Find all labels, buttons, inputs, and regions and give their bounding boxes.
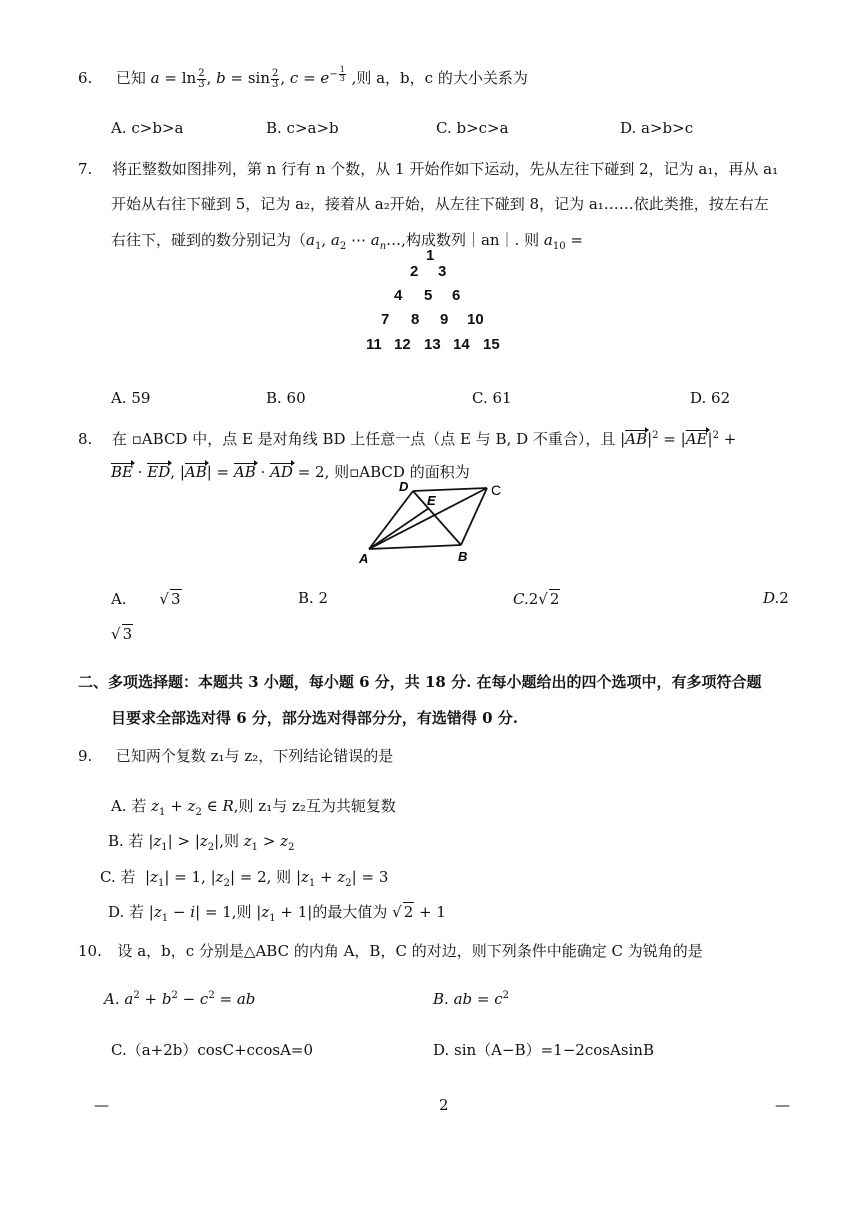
triangle-number: 15 [483, 336, 500, 353]
q8-stem-line-2: BE · ED, |AB| = AB · AD = 2, 则▫ABCD 的面积为 [111, 463, 470, 481]
q8-number: 8. [78, 430, 93, 448]
triangle-number: 13 [424, 336, 441, 353]
section-2-heading-line-2: 目要求全部选对得 6 分，部分选对得部分分，有选错得 0 分. [111, 709, 518, 727]
triangle-number: 12 [394, 336, 411, 353]
q8-option-a: A. √ 3 [111, 590, 181, 608]
q6-option-a: A. c>b>a [111, 119, 184, 137]
triangle-number: 3 [438, 263, 447, 280]
q6-option-d: D. a>b>c [620, 119, 694, 137]
q7-option-b: B. 60 [266, 389, 306, 407]
q7-stem-line-3: 右往下，碰到的数分别记为（$a_1$, $a_2$ ⋯ $a_n\dots$,构成数列｜an｜. 则 $a_{10}$ = [111, 231, 583, 252]
q7-option-c: C. 61 [472, 389, 512, 407]
triangle-number: 6 [452, 287, 461, 304]
q8-parallelogram-figure [355, 475, 515, 570]
triangle-number: 5 [424, 287, 433, 304]
triangle-number: 1 [426, 247, 435, 264]
label-b: B [458, 549, 468, 564]
q6-option-b: B. c>a>b [266, 119, 339, 137]
page-number: 2 [439, 1096, 449, 1114]
q10-option-a: A. $a^2 + b^2 - c^2$ = ab [104, 990, 256, 1008]
footer-right-dash: — [775, 1096, 790, 1114]
q8-option-d-continued: √ 3 [111, 625, 133, 643]
triangle-number: 4 [394, 287, 403, 304]
triangle-number: 11 [366, 336, 382, 353]
q10-option-b: B. ab = $c^2$ [433, 990, 510, 1008]
label-c: C [491, 482, 502, 498]
q9-number: 9. [78, 747, 93, 765]
q6-prefix: 已知 [115, 69, 146, 87]
q10-option-c: C.（a+2b）cosC+ccosA=0 [111, 1041, 314, 1059]
q6-option-c: C. b>c>a [436, 119, 509, 137]
q10-stem: 10. 设 a，b，c 分别是△ABC 的内角 A，B，C 的对边，则下列条件中能确定 C 为锐角的是 [78, 942, 703, 960]
q9-option-b: B. 若 $|z_1| > |z_2|$,则 $z_1 > z_2$ [108, 832, 295, 853]
q9-option-c: C. 若 $|z_1| = 1$, $|z_2| = 2$, 则 $|z_1 + z_2| = 3$ [100, 868, 389, 889]
q9-stem: 9. 已知两个复数 z₁与 z₂，下列结论错误的是 [78, 747, 394, 765]
q7-option-d: D. 62 [690, 389, 731, 407]
q6-number: 6. [78, 69, 93, 87]
q8-option-d: D.2 [763, 589, 789, 607]
edge-ab [369, 545, 461, 549]
q7-option-a: A. 59 [111, 389, 151, 407]
triangle-number: 14 [453, 336, 470, 353]
edge-ad [369, 491, 413, 549]
q9-option-d: D. 若 $|z_1 - i| = 1$,则 $|z_1 + 1|$的最大值为 √ 2 + 1 [108, 903, 446, 924]
q8-option-b: B. 2 [298, 589, 329, 607]
edge-dc [413, 488, 487, 491]
q6-stem [78, 66, 528, 90]
section-2-heading-line-1: 二、多项选择题：本题共 3 小题，每小题 6 分，共 18 分. 在每小题给出的四个选项中，有多项符合题 [78, 673, 762, 691]
q7-number: 7. [78, 160, 93, 178]
q7-stem-line-2: 开始从右往下碰到 5，记为 a₂，接着从 a₂开始，从左往下碰到 8，记为 a₁……依此类推，按左右左 [111, 195, 769, 213]
label-a: A [359, 551, 369, 566]
q8-stem-line-1: 8. 在 ▫ABCD 中，点 E 是对角线 BD 上任意一点（点 E 与 B, D 不重合），且 $|AB|^2 = |AE|^2$ + [78, 430, 737, 448]
q8-option-c: C.2√ 2 [513, 590, 560, 608]
q10-number: 10. [78, 942, 102, 960]
q6-tail: ,则 a，b，c 的大小关系为 [351, 69, 528, 87]
diagonal-bd [413, 491, 461, 545]
triangle-number: 8 [411, 311, 420, 328]
triangle-number: 2 [410, 263, 419, 280]
q6-formula: a = ln $\frac{2}{3}$ , b = sin $\frac{2}{3}$ , $c = e^{- \frac{1}{3}}$ [150, 65, 345, 90]
label-d: D [399, 479, 409, 494]
triangle-number: 10 [467, 311, 484, 328]
segment-ae [369, 508, 429, 549]
edge-cb [461, 488, 487, 545]
triangle-number: 7 [381, 311, 390, 328]
label-e: E [427, 493, 436, 508]
q10-option-d: D. sin（A−B）=1−2cosAsinB [433, 1041, 654, 1059]
triangle-number: 9 [440, 311, 449, 328]
q7-stem-line-1: 7. 将正整数如图排列，第 n 行有 n 个数，从 1 开始作如下运动，先从左往下碰到 2，记为 a₁，再从 a₁ [78, 160, 779, 178]
q9-option-a: A. 若 $z_1 + z_2$ ∈ R,则 z₁与 z₂互为共轭复数 [111, 797, 396, 818]
footer-left-dash: — [94, 1096, 109, 1114]
